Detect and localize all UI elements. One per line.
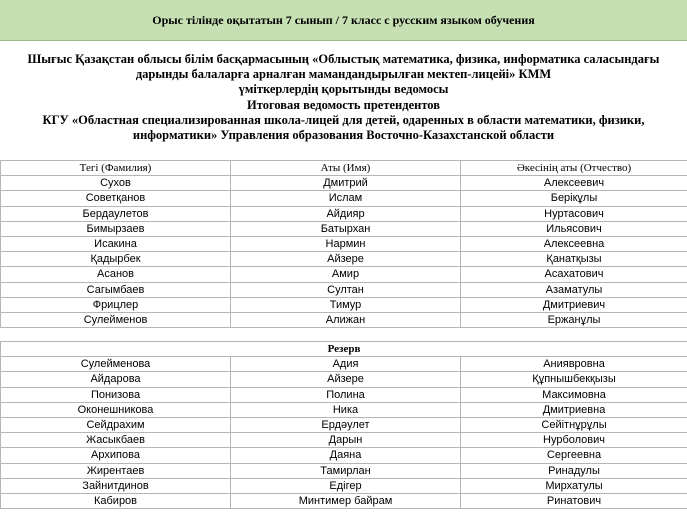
cell-surname[interactable]: Бимырзаев — [1, 221, 231, 236]
class-banner[interactable]: Орыс тілінде оқытатын 7 сынып / 7 класс с русским языком обучения — [0, 0, 687, 41]
reserve-table — [0, 341, 687, 509]
cell-name[interactable]: Адия — [231, 357, 461, 372]
cell-name[interactable]: Ислам — [231, 191, 461, 206]
cell-surname[interactable]: Сулейменова — [1, 357, 231, 372]
cell-patronymic[interactable]: Ринадулы — [461, 463, 687, 478]
cell-surname[interactable]: Советқанов — [1, 191, 231, 206]
student-row — [1, 297, 687, 312]
students-table — [0, 160, 687, 328]
cell-name[interactable]: Тамирлан — [231, 463, 461, 478]
cell-name[interactable]: Минтимер байрам — [231, 493, 461, 508]
header-surname[interactable]: Тегі (Фамилия) — [1, 161, 231, 176]
reserve-title[interactable]: Резерв — [1, 342, 687, 357]
cell-patronymic[interactable]: Ринатович — [461, 493, 687, 508]
student-row — [1, 252, 687, 267]
cell-surname[interactable]: Жирентаев — [1, 463, 231, 478]
cell-patronymic[interactable]: Алексеевна — [461, 236, 687, 251]
cell-name[interactable]: Тимур — [231, 297, 461, 312]
cell-patronymic[interactable]: Алексеевич — [461, 176, 687, 191]
reserve-row — [1, 448, 687, 463]
cell-patronymic[interactable]: Нуртасович — [461, 206, 687, 221]
reserve-row — [1, 463, 687, 478]
student-row — [1, 267, 687, 282]
cell-patronymic[interactable]: Сейітнұрұлы — [461, 417, 687, 432]
reserve-title-row — [1, 342, 687, 357]
cell-name[interactable]: Полина — [231, 387, 461, 402]
cell-surname[interactable]: Бердаулетов — [1, 206, 231, 221]
cell-surname[interactable]: Айдарова — [1, 372, 231, 387]
cell-patronymic[interactable]: Қанатқызы — [461, 252, 687, 267]
cell-surname[interactable]: Асанов — [1, 267, 231, 282]
student-row — [1, 176, 687, 191]
student-row — [1, 282, 687, 297]
cell-surname[interactable]: Понизова — [1, 387, 231, 402]
cell-patronymic[interactable]: Берікұлы — [461, 191, 687, 206]
cell-surname[interactable]: Сагымбаев — [1, 282, 231, 297]
heading-kz-title[interactable]: үміткерлердің қорытынды ведомосы — [238, 82, 449, 97]
cell-surname[interactable]: Зайнитдинов — [1, 478, 231, 493]
cell-name[interactable]: Айдияр — [231, 206, 461, 221]
cell-patronymic[interactable]: Нурболович — [461, 433, 687, 448]
cell-patronymic[interactable]: Ержанұлы — [461, 312, 687, 327]
cell-surname[interactable]: Жасыкбаев — [1, 433, 231, 448]
reserve-row — [1, 478, 687, 493]
header-patronymic[interactable]: Әкесінің аты (Отчество) — [461, 161, 687, 176]
reserve-row — [1, 372, 687, 387]
cell-name[interactable]: Ника — [231, 402, 461, 417]
cell-patronymic[interactable]: Асахатович — [461, 267, 687, 282]
reserve-row — [1, 402, 687, 417]
student-row — [1, 206, 687, 221]
cell-patronymic[interactable]: Дмитриевна — [461, 402, 687, 417]
student-row — [1, 221, 687, 236]
student-row — [1, 312, 687, 327]
cell-patronymic[interactable]: Құпнышбекқызы — [461, 372, 687, 387]
header-name[interactable]: Аты (Имя) — [231, 161, 461, 176]
cell-patronymic[interactable]: Сергеевна — [461, 448, 687, 463]
cell-name[interactable]: Дарын — [231, 433, 461, 448]
cell-name[interactable]: Амир — [231, 267, 461, 282]
cell-name[interactable]: Батырхан — [231, 221, 461, 236]
reserve-row — [1, 433, 687, 448]
cell-surname[interactable]: Фрицлер — [1, 297, 231, 312]
student-row — [1, 191, 687, 206]
reserve-row — [1, 387, 687, 402]
cell-surname[interactable]: Сулейменов — [1, 312, 231, 327]
cell-surname[interactable]: Архипова — [1, 448, 231, 463]
student-row — [1, 236, 687, 251]
heading-ru-institution[interactable]: КГУ «Областная специализированная школа-лицей для детей, одаренных в области математики, физики, информатики» Управления образования Восточно-Казахстанской области — [42, 112, 645, 143]
reserve-row — [1, 493, 687, 508]
cell-name[interactable]: Алижан — [231, 312, 461, 327]
cell-surname[interactable]: Исакина — [1, 236, 231, 251]
cell-patronymic[interactable]: Азаматулы — [461, 282, 687, 297]
cell-name[interactable]: Дмитрий — [231, 176, 461, 191]
cell-patronymic[interactable]: Максимовна — [461, 387, 687, 402]
cell-surname[interactable]: Сейдрахим — [1, 417, 231, 432]
cell-surname[interactable]: Сухов — [1, 176, 231, 191]
cell-name[interactable]: Едігер — [231, 478, 461, 493]
cell-patronymic[interactable]: Ильясович — [461, 221, 687, 236]
cell-patronymic[interactable]: Аниявровна — [461, 357, 687, 372]
reserve-row — [1, 417, 687, 432]
cell-surname[interactable]: Кабиров — [1, 493, 231, 508]
document-heading — [0, 52, 687, 143]
cell-name[interactable]: Айзере — [231, 252, 461, 267]
cell-name[interactable]: Даяна — [231, 448, 461, 463]
cell-name[interactable]: Султан — [231, 282, 461, 297]
cell-patronymic[interactable]: Мирхатулы — [461, 478, 687, 493]
table-header-row — [1, 161, 687, 176]
cell-surname[interactable]: Оконешникова — [1, 402, 231, 417]
heading-kz-institution[interactable]: Шығыс Қазақстан облысы білім басқармасының «Облыстық математика, физика, информатика саласындағы дарынды балаларға арналған мамандандырылған мектеп-лицейі» КММ — [27, 52, 660, 82]
cell-patronymic[interactable]: Дмитриевич — [461, 297, 687, 312]
cell-name[interactable]: Нармин — [231, 236, 461, 251]
reserve-row — [1, 357, 687, 372]
cell-name[interactable]: Айзере — [231, 372, 461, 387]
cell-surname[interactable]: Қадырбек — [1, 252, 231, 267]
cell-name[interactable]: Ердәулет — [231, 417, 461, 432]
heading-ru-title[interactable]: Итоговая ведомость претендентов — [247, 97, 440, 112]
